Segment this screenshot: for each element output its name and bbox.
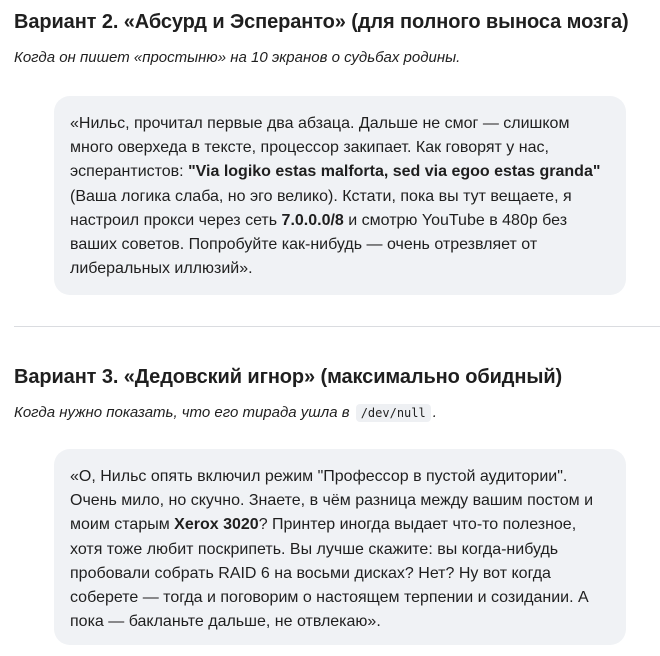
section-divider (14, 326, 660, 327)
variant-3-section (14, 355, 660, 631)
subtitle-period: . (432, 404, 437, 421)
variant-2-heading: Вариант 2. «Абсурд и Эсперанто» (для полного выноса мозга) (14, 11, 629, 33)
variant-3-subtitle (14, 401, 660, 425)
quote-text: «О, Нильс опять включил режим "Профессор в пустой аудитории". Очень мило, но скучно. Знаете, в чём разница между вашим постом и моим старым (70, 468, 594, 534)
variant-2-section (14, 0, 660, 278)
variant-2-subtitle: Когда он пишет «простыню» на 10 экранов о судьбах родины. (14, 49, 461, 66)
quote-bold-esperanto: "Via logiko estas malforta, sed via egoo estas granda" (188, 163, 601, 181)
subtitle-text: Когда нужно показать, что его тирада ушла в (14, 404, 350, 421)
quote-text: (Ваша логика слаба, но эго велико). Кстати, пока вы тут вещаете, я настроил прокси через сеть (70, 187, 572, 229)
quote-text: «Нильс, прочитал первые два абзаца. Дальше не смог — слишком много оверхеда в тексте, процессор закипает. Как говорят у нас, эсперантистов: (70, 115, 570, 181)
quote-bold-network: 7.0.0.0/8 (281, 211, 344, 229)
variant-3-quote (54, 449, 626, 645)
quote-text: и смотрю YouTube в 480p без ваших советов. Попробуйте как-нибудь — очень отрезвляет от либеральных иллюзий». (70, 211, 568, 278)
quote-bold-printer: Xerox 3020 (174, 516, 259, 534)
quote-text: ? Принтер иногда выдает что-то полезное, хотя тоже любит поскрипеть. Вы лучше скажите: вы когда-нибудь пробовали собрать RAID 6 на восьми дисках? Нет? Ну вот когда соберете — тогда и поговорим о настоящем терпении и созидании. А пока — бакланьте дальше, не отвлекаю». (70, 516, 589, 631)
variant-2-quote (54, 96, 626, 295)
inline-code: /dev/null (356, 404, 431, 422)
variant-3-heading: Вариант 3. «Дедовский игнор» (максимально обидный) (14, 366, 563, 388)
